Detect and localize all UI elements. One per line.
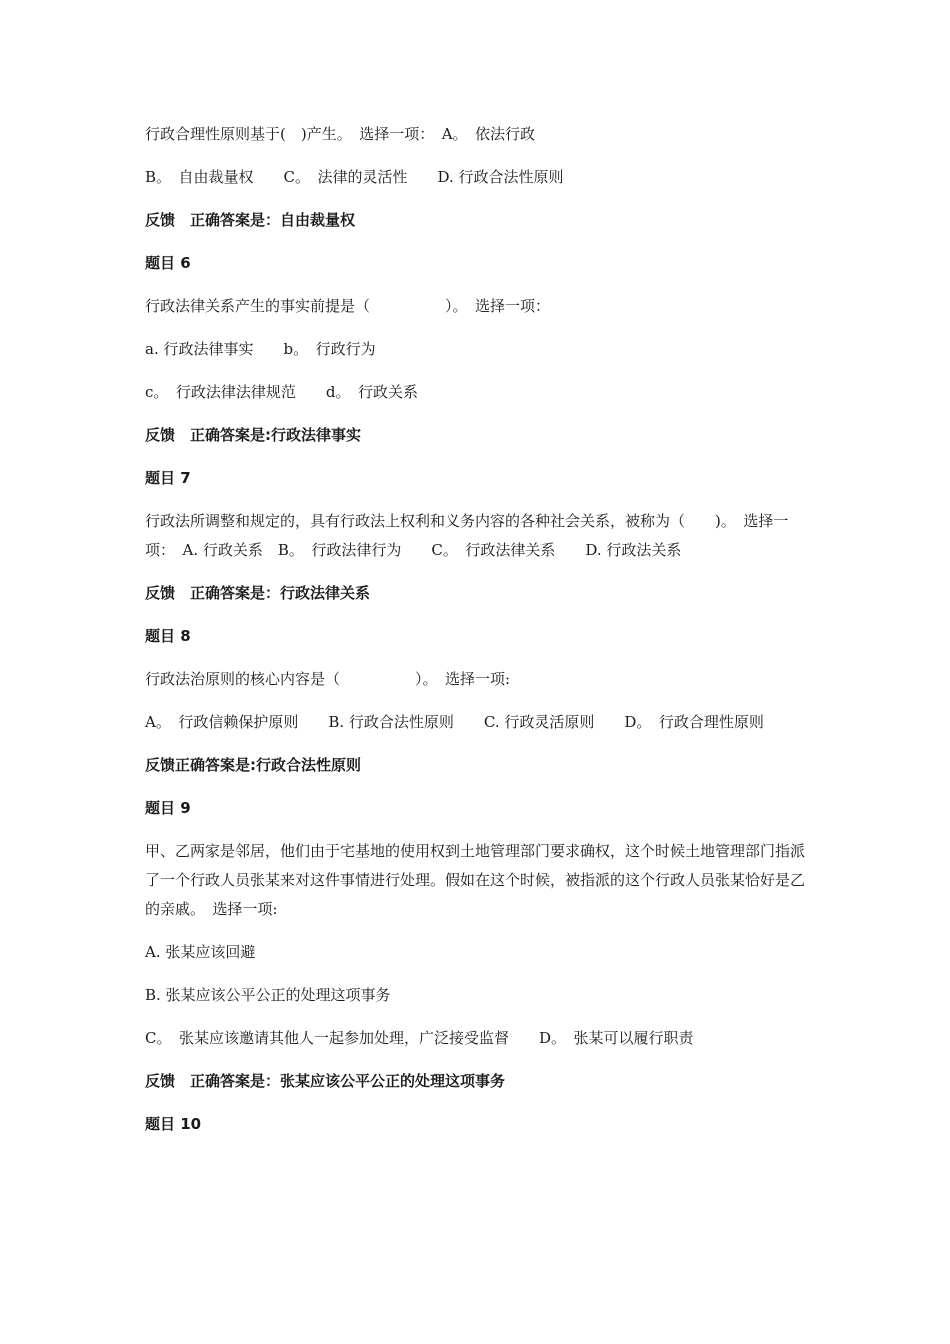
q6-title: 题目 6 bbox=[145, 254, 191, 272]
q9-option-cd: C。 张某应该邀请其他人一起参加处理，广泛接受监督 D。 张某可以履行职责 bbox=[145, 1029, 694, 1047]
q8-options: A。 行政信赖保护原则 B. 行政合法性原则 C. 行政灵活原则 D。 行政合理性原则 bbox=[145, 713, 764, 731]
document-page bbox=[145, 120, 807, 1153]
q6-stem: 行政法律关系产生的事实前提是（ ）。 选择一项： bbox=[145, 297, 551, 315]
q9-option-a: A. 张某应该回避 bbox=[145, 943, 256, 961]
q10-title: 题目 10 bbox=[145, 1115, 202, 1133]
q6-feedback: 反馈 正确答案是:行政法律事实 bbox=[145, 426, 362, 444]
q8-title: 题目 8 bbox=[145, 627, 191, 645]
q6-options-2: c。 行政法律法律规范 d。 行政关系 bbox=[145, 383, 419, 401]
q9-title: 题目 9 bbox=[145, 799, 191, 817]
q8-feedback: 反馈正确答案是:行政合法性原则 bbox=[145, 756, 362, 774]
q5-options: B。 自由裁量权 C。 法律的灵活性 D. 行政合法性原则 bbox=[145, 168, 564, 186]
q5-stem: 行政合理性原则基于( )产生。 选择一项： A。 依法行政 bbox=[145, 125, 536, 143]
q7-feedback: 反馈 正确答案是：行政法律关系 bbox=[145, 584, 371, 602]
q9-option-b: B. 张某应该公平公正的处理这项事务 bbox=[145, 986, 391, 1004]
q7-title: 题目 7 bbox=[145, 469, 191, 487]
q5-feedback: 反馈 正确答案是：自由裁量权 bbox=[145, 211, 356, 229]
q9-stem: 甲、乙两家是邻居，他们由于宅基地的使用权到土地管理部门要求确权，这个时候土地管理部门指派了一个行政人员张某来对这件事情进行处理。假如在这个时候，被指派的这个行政人员张某恰好是乙的亲戚。 选择一项: bbox=[145, 842, 806, 918]
q8-stem: 行政法治原则的核心内容是（ ）。 选择一项: bbox=[145, 670, 511, 688]
q9-feedback: 反馈 正确答案是：张某应该公平公正的处理这项事务 bbox=[145, 1072, 506, 1090]
q7-stem: 行政法所调整和规定的，具有行政法上权利和义务内容的各种社会关系，被称为（ )。 选择一项： A. 行政关系 B。 行政法律行为 C。 行政法律关系 D. 行政法关系 bbox=[145, 512, 789, 559]
q6-options-1: a. 行政法律事实 b。 行政行为 bbox=[145, 340, 376, 358]
